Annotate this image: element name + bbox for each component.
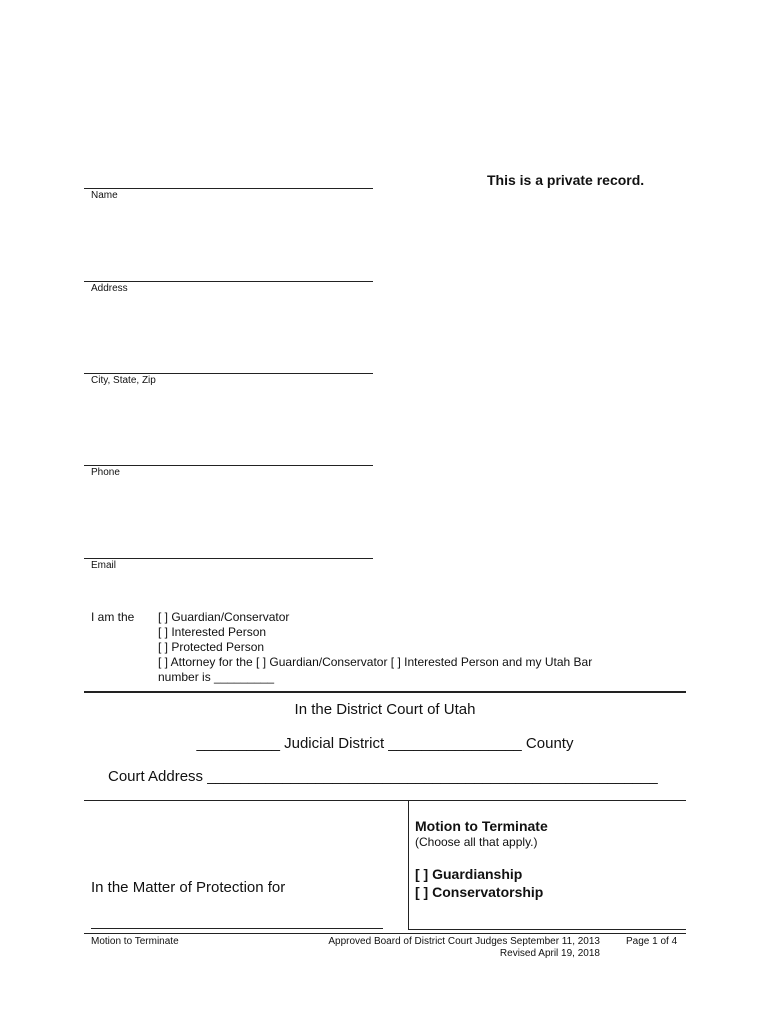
court-divider-top	[84, 691, 686, 693]
court-title: In the District Court of Utah	[294, 701, 476, 718]
motion-title: Motion to Terminate	[415, 818, 548, 834]
footer-page-number: Page 1 of 4	[626, 936, 678, 947]
matter-of-protection-label: In the Matter of Protection for	[91, 879, 286, 896]
protected-person-name-line[interactable]	[91, 928, 383, 929]
choose-instruction: (Choose all that apply.)	[415, 835, 538, 849]
city-state-zip-line[interactable]	[84, 373, 373, 374]
phone-label: Phone	[91, 467, 120, 478]
role-label: I am the	[91, 610, 135, 624]
footer-approved-date: Approved Board of District Court Judges September 11, 2013	[328, 936, 600, 947]
role-option-guardian[interactable]: [ ] Guardian/Conservator	[158, 610, 290, 624]
footer-revised-date: Revised April 19, 2018	[499, 948, 600, 959]
city-state-zip-label: City, State, Zip	[91, 375, 156, 386]
judicial-district-line[interactable]: __________ Judicial District ________________ County	[196, 735, 574, 752]
role-option-protected-person[interactable]: [ ] Protected Person	[158, 640, 265, 654]
court-address-line[interactable]: Court Address ______________________________________________________	[108, 768, 658, 785]
option-guardianship[interactable]: [ ] Guardianship	[415, 866, 523, 882]
role-option-interested-person[interactable]: [ ] Interested Person	[158, 625, 267, 639]
phone-line[interactable]	[84, 465, 373, 466]
name-label: Name	[91, 190, 118, 201]
caption-vertical-divider	[408, 800, 409, 929]
name-line[interactable]	[84, 188, 373, 189]
email-line[interactable]	[84, 558, 373, 559]
footer-form-title: Motion to Terminate	[91, 936, 179, 947]
address-label: Address	[91, 283, 128, 294]
caption-divider	[84, 800, 686, 801]
address-line[interactable]	[84, 281, 373, 282]
role-options	[158, 610, 592, 685]
email-label: Email	[91, 560, 117, 571]
footer-rule	[84, 933, 686, 934]
bar-number-line[interactable]: number is _________	[158, 670, 275, 684]
footer-approval	[310, 936, 600, 960]
caption-bottom-rule	[408, 929, 686, 930]
role-option-attorney[interactable]: [ ] Attorney for the [ ] Guardian/Conservator [ ] Interested Person and my Utah Bar	[158, 655, 593, 669]
private-record-notice: This is a private record.	[487, 172, 645, 188]
option-conservatorship[interactable]: [ ] Conservatorship	[415, 884, 544, 900]
